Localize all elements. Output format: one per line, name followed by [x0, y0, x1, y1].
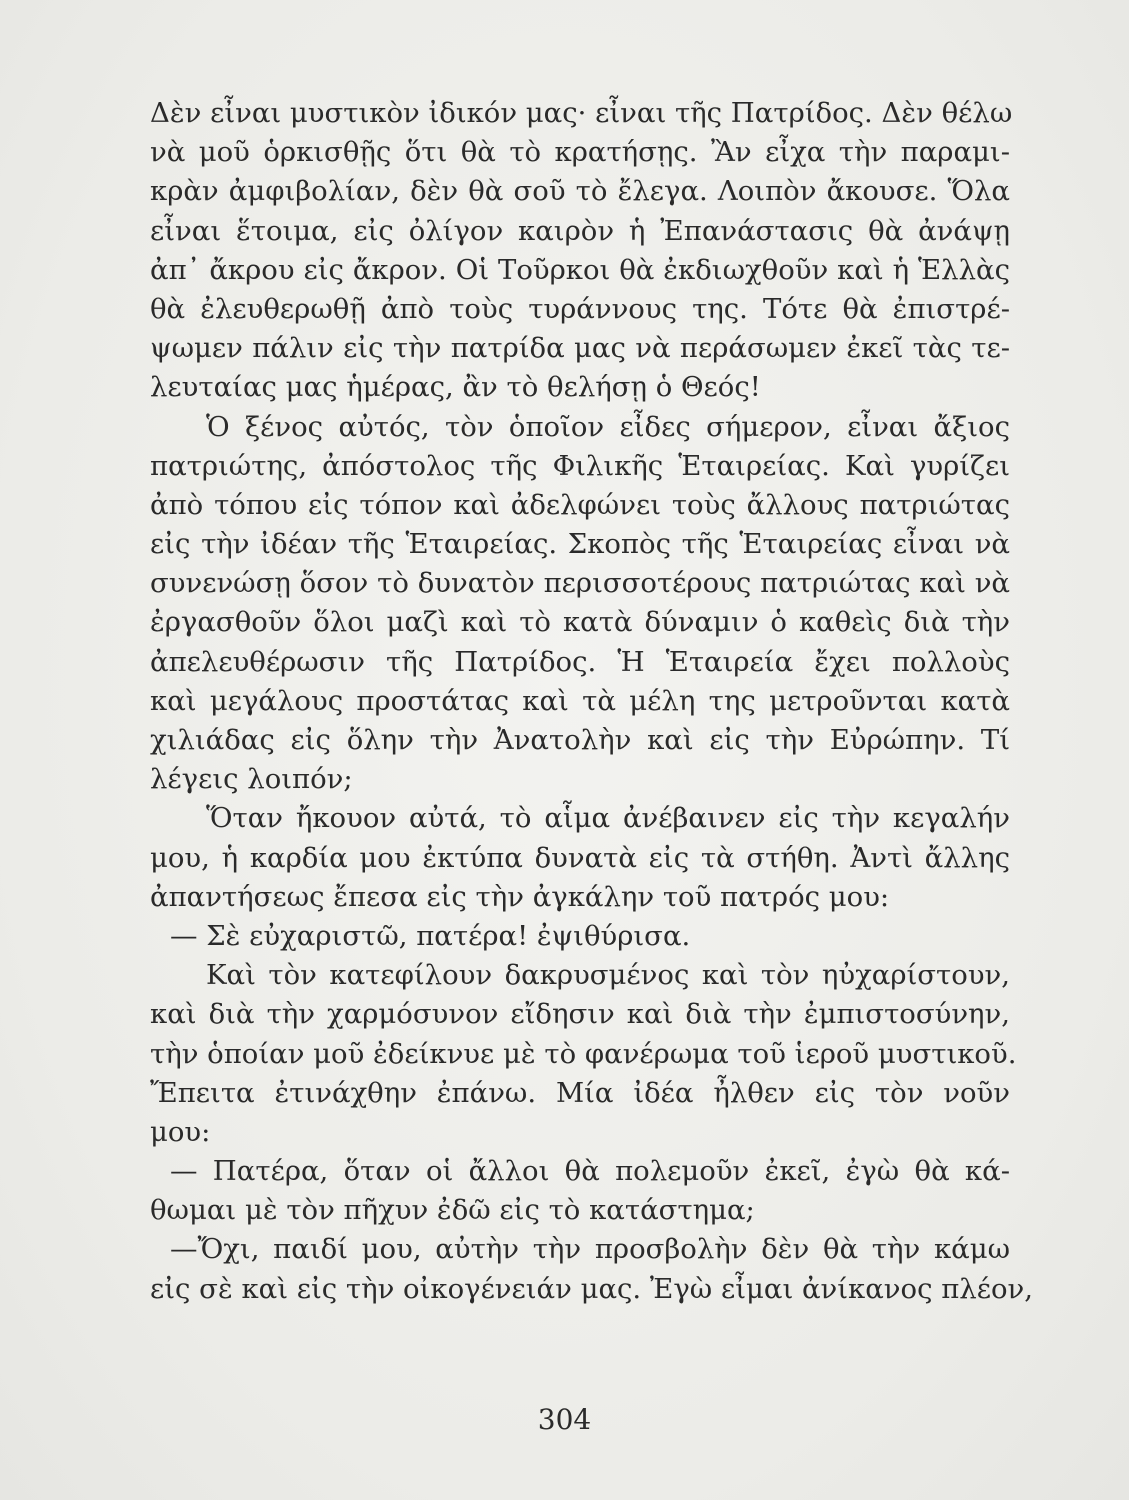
text-line: Καὶ τὸν κατεφίλουν δακρυσμένος καὶ τὸν ηὐχαρίστουν, — [206, 959, 1010, 992]
text-line: χιλιάδας εἰς ὅλην τὴν Ἀνατολὴν καὶ εἰς τὴν Εὐρώπην. Τί — [150, 724, 1010, 756]
text-line: μου, ἡ καρδία μου ἐκτύπα δυνατὰ εἰς τὰ στήθη. Ἀντὶ ἄλλης — [150, 841, 1010, 874]
text-line: — Πατέρα, ὅταν οἱ ἄλλοι θὰ πολεμοῦν ἐκεῖ, ἐγὼ θὰ κά- — [170, 1155, 1010, 1188]
text-line: θωμαι μὲ τὸν πῆχυν ἐδῶ εἰς τὸ κατάστημα; — [150, 1194, 755, 1227]
text-line: Δὲν εἶναι μυστικὸν ἰδικόν μας· εἶναι τῆς Πατρίδος. Δὲν θέλω — [150, 97, 1013, 129]
text-line: λευταίας μας ἡμέρας, ἂν τὸ θελήσῃ ὁ Θεός! — [150, 371, 761, 404]
text-line: μου: — [150, 1115, 211, 1148]
text-line: τὴν ὁποίαν μοῦ ἐδείκνυε μὲ τὸ φανέρωμα τοῦ ἱεροῦ μυστικοῦ. — [150, 1037, 1017, 1070]
text-line: κρὰν ἀμφιβολίαν, δὲν θὰ σοῦ τὸ ἔλεγα. Λοιπὸν ἄκουσε. Ὅλα — [150, 175, 1010, 208]
text-line: ἐργασθοῦν ὅλοι μαζὶ καὶ τὸ κατὰ δύναμιν ὁ καθεὶς διὰ τὴν — [150, 606, 1010, 639]
text-line: εἰς σὲ καὶ εἰς τὴν οἰκογένειάν μας. Ἐγὼ εἶμαι ἀνίκανος πλέον, — [150, 1272, 1033, 1305]
text-line: καὶ διὰ τὴν χαρμόσυνον εἴδησιν καὶ διὰ τὴν ἐμπιστοσύνην, — [150, 998, 1010, 1031]
text-line: Ἔπειτα ἐτινάχθην ἐπάνω. Μία ἰδέα ἦλθεν εἰς τὸν νοῦν — [150, 1076, 1010, 1109]
text-line: συνενώσῃ ὅσον τὸ δυνατὸν περισσοτέρους πατριώτας καὶ νὰ — [150, 567, 1010, 600]
text-line: ψωμεν πάλιν εἰς τὴν πατρίδα μας νὰ περάσωμεν ἐκεῖ τὰς τε- — [150, 332, 1010, 365]
text-line: — Σὲ εὐχαριστῶ, πατέρα! ἐψιθύρισα. — [170, 919, 691, 952]
text-line: ἀπαντήσεως ἔπεσα εἰς τὴν ἀγκάλην τοῦ πατρός μου: — [150, 880, 890, 913]
text-line: πατριώτης, ἀπόστολος τῆς Φιλικῆς Ἑταιρείας. Καὶ γυρίζει — [150, 449, 1010, 482]
page-number: 304 — [537, 1403, 592, 1436]
text-line: νὰ μοῦ ὁρκισθῇς ὅτι θὰ τὸ κρατήσῃς. Ἂν εἶχα τὴν παραμι- — [150, 136, 1010, 169]
text-line: Ὁ ξένος αὐτός, τὸν ὁποῖον εἶδες σήμερον, εἶναι ἄξιος — [206, 410, 1010, 443]
body-text — [150, 94, 1033, 1309]
text-line: λέγεις λοιπόν; — [150, 763, 353, 796]
text-line: ἀπὸ τόπου εἰς τόπον καὶ ἀδελφώνει τοὺς ἄλλους πατριώτας — [150, 488, 1010, 521]
text-line: —Ὄχι, παιδί μου, αὐτὴν τὴν προσβολὴν δὲν θὰ τὴν κάμω — [170, 1233, 1010, 1266]
text-line: Ὅταν ἤκουον αὐτά, τὸ αἷμα ἀνέβαινεν εἰς τὴν κεγαλήν — [206, 802, 1010, 835]
text-line: θὰ ἐλευθερωθῇ ἀπὸ τοὺς τυράννους της. Τότε θὰ ἐπιστρέ- — [150, 292, 1010, 325]
text-line: εἶναι ἕτοιμα, εἰς ὀλίγον καιρὸν ἡ Ἐπανάστασις θὰ ἀνάψῃ — [150, 214, 1010, 247]
text-line: ἀπ᾽ ἄκρου εἰς ἄκρον. Οἱ Τοῦρκοι θὰ ἐκδιωχθοῦν καὶ ἡ Ἑλλὰς — [150, 253, 1010, 286]
text-line: εἰς τὴν ἰδέαν τῆς Ἑταιρείας. Σκοπὸς τῆς Ἑταιρείας εἶναι νὰ — [150, 528, 1010, 561]
text-line: καὶ μεγάλους προστάτας καὶ τὰ μέλη της μετροῦνται κατὰ — [150, 684, 1010, 717]
text-line: ἀπελευθέρωσιν τῆς Πατρίδος. Ἡ Ἑταιρεία ἔχει πολλοὺς — [150, 645, 1010, 678]
